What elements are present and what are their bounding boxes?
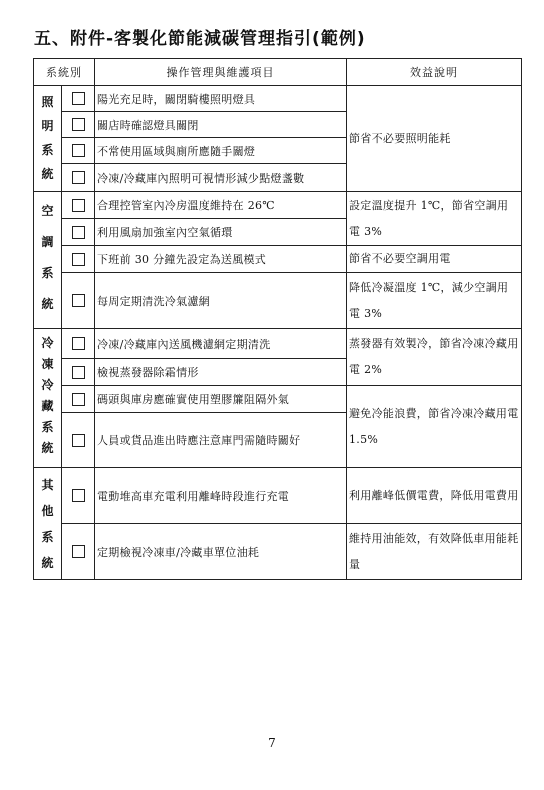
table-row xyxy=(34,468,522,524)
category-char: 明 xyxy=(41,119,54,133)
category-char: 他 xyxy=(41,504,54,518)
table-row xyxy=(34,246,522,273)
benefit-text: 設定溫度提升 1℃，節省空調用電 3% xyxy=(347,192,522,246)
benefit-text: 蒸發器有效製冷，節省冷凍冷藏用電 2% xyxy=(347,329,522,386)
checkbox-cell xyxy=(62,386,95,413)
checkbox[interactable] xyxy=(72,199,85,212)
checkbox[interactable] xyxy=(72,337,85,350)
checkbox-cell xyxy=(62,524,95,580)
page-number: 7 xyxy=(268,736,276,750)
category-char: 系 xyxy=(41,420,54,434)
category-char: 系 xyxy=(41,530,54,544)
checkbox-cell xyxy=(62,192,95,219)
item-text: 下班前 30 分鐘先設定為送風模式 xyxy=(95,246,347,273)
header-item: 操作管理與維護項目 xyxy=(95,59,347,86)
item-text: 關店時確認燈具關閉 xyxy=(95,112,347,138)
checkbox-cell xyxy=(62,413,95,468)
category-char: 其 xyxy=(41,478,54,492)
category-char: 調 xyxy=(41,235,54,249)
checkbox-cell xyxy=(62,219,95,246)
item-text: 合理控管室內冷房溫度維持在 26℃ xyxy=(95,192,347,219)
table-row xyxy=(34,86,522,112)
checkbox[interactable] xyxy=(72,294,85,307)
guideline-table xyxy=(33,58,522,580)
category-char: 冷 xyxy=(41,378,54,392)
category-cell xyxy=(34,468,62,580)
checkbox[interactable] xyxy=(72,366,85,379)
checkbox-cell xyxy=(62,112,95,138)
checkbox-cell xyxy=(62,359,95,386)
category-char: 凍 xyxy=(41,357,54,371)
item-text: 利用風扇加強室內空氣循環 xyxy=(95,219,347,246)
category-char: 統 xyxy=(41,441,54,455)
checkbox-cell xyxy=(62,329,95,359)
checkbox-cell xyxy=(62,86,95,112)
category-cell xyxy=(34,329,62,468)
category-cell xyxy=(34,86,62,192)
benefit-text: 降低冷凝溫度 1℃，減少空調用電 3% xyxy=(347,273,522,329)
table-row xyxy=(34,273,522,329)
checkbox-cell xyxy=(62,164,95,192)
benefit-text: 節省不必要照明能耗 xyxy=(347,86,522,192)
item-text: 電動堆高車充電利用離峰時段進行充電 xyxy=(95,468,347,524)
category-char: 藏 xyxy=(41,399,54,413)
item-text: 碼頭與庫房應確實使用塑膠簾阻隔外氣 xyxy=(95,386,347,413)
checkbox-cell xyxy=(62,138,95,164)
category-char: 系 xyxy=(41,143,54,157)
category-char: 統 xyxy=(41,556,54,570)
header-benefit: 效益說明 xyxy=(347,59,522,86)
checkbox[interactable] xyxy=(72,253,85,266)
category-char: 空 xyxy=(41,204,54,218)
benefit-text: 節省不必要空調用電 xyxy=(347,246,522,273)
checkbox[interactable] xyxy=(72,92,85,105)
category-char: 照 xyxy=(41,95,54,109)
benefit-text: 維持用油能效，有效降低車用能耗量 xyxy=(347,524,522,580)
checkbox[interactable] xyxy=(72,434,85,447)
checkbox[interactable] xyxy=(72,226,85,239)
category-cell xyxy=(34,192,62,329)
checkbox-cell xyxy=(62,246,95,273)
checkbox-cell xyxy=(62,468,95,524)
checkbox[interactable] xyxy=(72,118,85,131)
page-title: 五、附件-客製化節能減碳管理指引(範例) xyxy=(34,29,366,49)
checkbox[interactable] xyxy=(72,144,85,157)
item-text: 人員或貨品進出時應注意庫門需隨時關好 xyxy=(95,413,347,468)
category-char: 系 xyxy=(41,266,54,280)
item-text: 冷凍/冷藏庫內照明可視情形減少點燈盞數 xyxy=(95,164,347,192)
table-row xyxy=(34,329,522,359)
category-char: 統 xyxy=(41,167,54,181)
item-text: 檢視蒸發器除霜情形 xyxy=(95,359,347,386)
checkbox[interactable] xyxy=(72,393,85,406)
category-char: 冷 xyxy=(41,336,54,350)
table-header-row xyxy=(34,59,522,86)
benefit-text: 避免冷能浪費，節省冷凍冷藏用電 1.5% xyxy=(347,386,522,468)
table-row xyxy=(34,524,522,580)
table-row xyxy=(34,386,522,413)
header-category: 系統別 xyxy=(34,59,95,86)
table-row xyxy=(34,192,522,219)
item-text: 冷凍/冷藏庫內送風機濾網定期清洗 xyxy=(95,329,347,359)
checkbox[interactable] xyxy=(72,489,85,502)
benefit-text: 利用離峰低價電費，降低用電費用 xyxy=(347,468,522,524)
checkbox[interactable] xyxy=(72,171,85,184)
item-text: 定期檢視冷凍車/冷藏車單位油耗 xyxy=(95,524,347,580)
item-text: 每周定期清洗冷氣濾網 xyxy=(95,273,347,329)
item-text: 不常使用區域與廁所應隨手關燈 xyxy=(95,138,347,164)
checkbox-cell xyxy=(62,273,95,329)
checkbox[interactable] xyxy=(72,545,85,558)
item-text: 陽光充足時，關閉騎樓照明燈具 xyxy=(95,86,347,112)
category-char: 統 xyxy=(41,297,54,311)
